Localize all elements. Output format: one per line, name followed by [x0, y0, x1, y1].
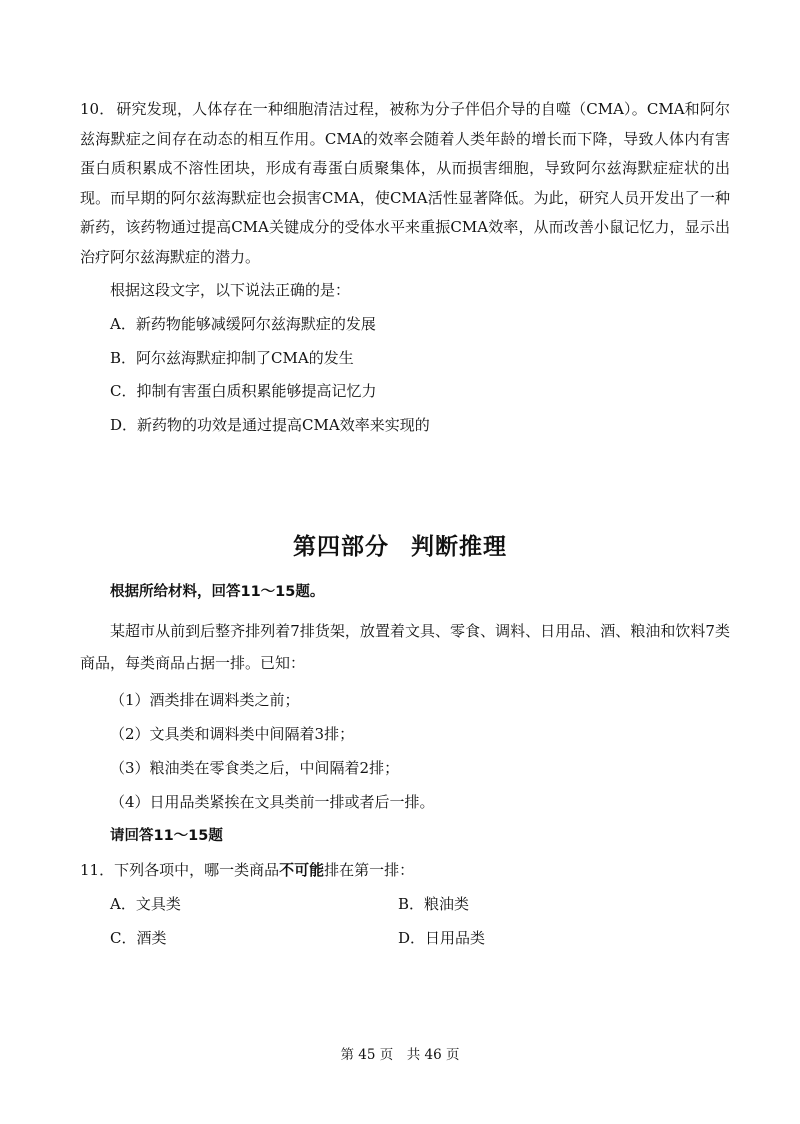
option-c: C．酒类: [110, 929, 167, 947]
question-number: 10．: [80, 100, 115, 118]
question-10: [80, 95, 730, 442]
question-11-suffix: 排在第一排：: [324, 861, 415, 879]
option-b: B．阿尔兹海默症抑制了CMA的发生: [110, 348, 354, 367]
option-a: A．新药物能够减缓阿尔兹海默症的发展: [110, 315, 376, 333]
section-material: 某超市从前到后整齐排列着7排货架，放置着文具、零食、调料、日用品、酒、粮油和饮料7类商品，每类商品占据一排。已知：: [80, 622, 730, 672]
part-title-sub: 判断推理: [411, 534, 507, 560]
passage-text: 研究发现，人体存在一种细胞清洁过程，被称为分子伴侣介导的自噬（CMA）。CMA和阿尔兹海默症之间存在动态的相互作用。CMA的效率会随着人类年龄的增长而下降，导致人体内有害蛋白质积累成不溶性团块，形成有毒蛋白质聚集体，从而损害细胞，导致阿尔兹海默症症状的出现。而早期的阿尔兹海默症也会损害CMA，使CMA活性显著降低。为此，研究人员开发出了一种新药，该药物通过提高CMA关键成分的受体水平来重振CMA效率，从而改善小鼠记忆力，显示出治疗阿尔兹海默症的潜力。: [80, 100, 730, 266]
part-title-main: 第四部分: [293, 534, 389, 560]
part-title: [0, 528, 800, 561]
option-d: D．新药物的功效是通过提高CMA效率来实现的: [110, 415, 430, 434]
reasoning-section: [80, 577, 730, 953]
option-a: A．文具类: [110, 895, 181, 913]
question-10-passage: [80, 95, 730, 272]
question-11-emphasis: 不可能: [279, 861, 325, 879]
question-11-options: [110, 889, 730, 953]
condition-1: （1）酒类排在调料类之前；: [110, 691, 300, 709]
section-instruction: 根据所给材料，回答11～15题。: [110, 584, 325, 600]
page-footer: 第 45 页 共 46 页: [340, 1047, 460, 1063]
condition-4: （4）日用品类紧挨在文具类前一排或者后一排。: [110, 793, 435, 811]
condition-2: （2）文具类和调料类中间隔着3排；: [110, 725, 355, 743]
section-instruction-2: 请回答11～15题: [110, 828, 223, 844]
option-d: D．日用品类: [398, 929, 486, 947]
option-c: C．抑制有害蛋白质积累能够提高记忆力: [110, 382, 377, 400]
condition-3: （3）粮油类在零食类之后，中间隔着2排；: [110, 759, 400, 777]
question-10-stem: 根据这段文字，以下说法正确的是：: [110, 281, 351, 299]
condition-list: [110, 683, 730, 819]
question-11-stem: [80, 855, 730, 885]
option-b: B．粮油类: [398, 895, 470, 913]
question-10-options: [110, 308, 730, 442]
question-11-prefix: 11．下列各项中，哪一类商品: [80, 861, 280, 879]
